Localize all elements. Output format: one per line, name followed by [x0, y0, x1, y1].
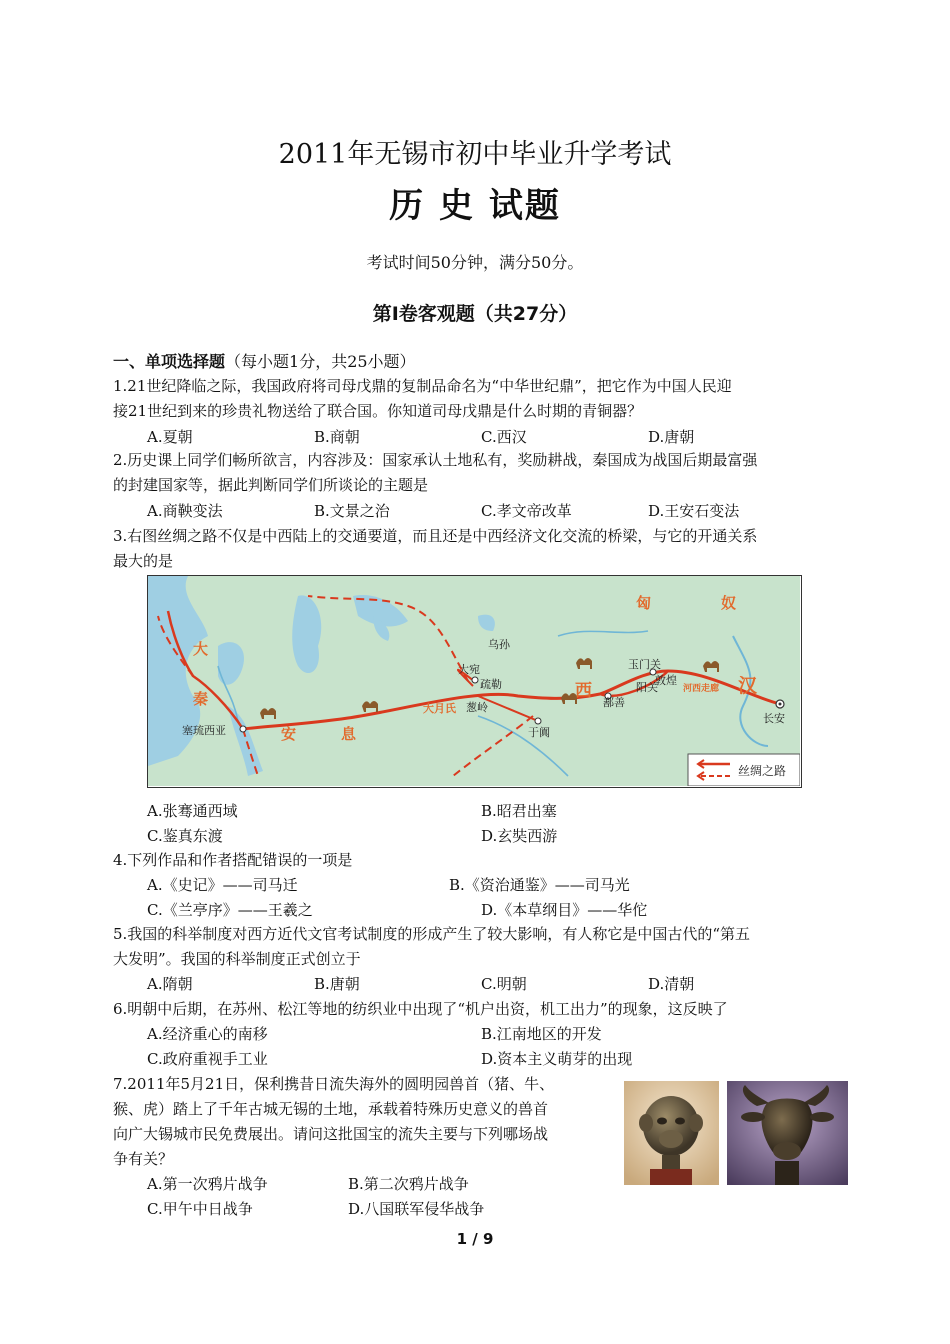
question-7-line-2: 猴、虎）踏上了千年古城无锡的土地，承载着特殊历史意义的兽首 — [113, 1100, 549, 1118]
ox-head-photo — [727, 1081, 848, 1185]
q1-option-b: B.商朝 — [314, 428, 360, 446]
map-label-yangguan: 阳关 — [636, 681, 658, 694]
question-1-line-2: 接21世纪到来的珍贵礼物送给了联合国。你知道司母戊鼎是什么时期的青铜器？ — [113, 402, 643, 420]
q4-option-a: A.《史记》——司马迁 — [147, 876, 298, 894]
silk-road-map — [147, 575, 802, 788]
section-heading — [113, 349, 416, 372]
question-7-line-1: 7.2011年5月21日，保利携昔日流失海外的圆明园兽首（猪、牛、 — [113, 1075, 555, 1093]
exam-title: 2011年无锡市初中毕业升学考试 — [278, 139, 672, 170]
q1-option-a: A.夏朝 — [147, 428, 193, 446]
question-7-line-3: 向广大锡城市民免费展出。请问这批国宝的流失主要与下列哪场战 — [113, 1125, 549, 1143]
q7-option-c: C.甲午中日战争 — [147, 1200, 253, 1218]
dayuan-marker — [472, 677, 478, 683]
map-label-qin: 秦 — [193, 690, 209, 708]
question-5-line-2: 大发明”。我国的科举制度正式创立于 — [113, 950, 361, 968]
q5-option-b: B.唐朝 — [314, 975, 360, 993]
question-2-line-1: 2.历史课上同学们畅所欲言，内容涉及：国家承认土地私有，奖励耕战，秦国成为战国后期最富强 — [113, 451, 758, 469]
q7-option-a: A.第一次鸦片战争 — [147, 1175, 268, 1193]
monkey-head-photo — [624, 1081, 719, 1185]
map-label-xiongnu-2: 奴 — [721, 594, 737, 612]
q1-option-c: C.西汉 — [481, 428, 527, 446]
q2-option-d: D.王安石变法 — [648, 502, 740, 520]
q3-option-c: C.鉴真东渡 — [147, 827, 223, 845]
question-4-line-1: 4.下列作品和作者搭配错误的一项是 — [113, 851, 353, 869]
map-label-wusun: 乌孙 — [488, 638, 510, 651]
question-7-line-4: 争有关？ — [113, 1150, 174, 1168]
q7-option-b: B.第二次鸦片战争 — [348, 1175, 469, 1193]
question-3-line-2: 最大的是 — [113, 552, 174, 570]
map-legend — [688, 754, 800, 786]
q1-option-d: D.唐朝 — [648, 428, 695, 446]
q4-option-c: C.《兰亭序》——王羲之 — [147, 901, 313, 919]
q6-option-d: D.资本主义萌芽的出现 — [481, 1050, 633, 1068]
q7-option-d: D.八国联军侵华战争 — [348, 1200, 485, 1218]
map-label-dayuezhi: 大月氏 — [423, 702, 456, 715]
q2-option-a: A.商鞅变法 — [147, 502, 223, 520]
map-label-an: 安 — [281, 725, 297, 743]
q3-option-a: A.张骞通西域 — [147, 802, 238, 820]
map-label-chang-an: 长安 — [763, 712, 785, 725]
q4-option-d: D.《本草纲目》——华佗 — [481, 901, 648, 919]
map-label-hexi: 河西走廊 — [683, 684, 720, 694]
map-label-da: 大 — [193, 640, 209, 658]
q6-option-b: B.江南地区的开发 — [481, 1025, 602, 1043]
section-note: （每小题1分，共25小题） — [225, 352, 416, 371]
q3-option-b: B.昭君出塞 — [481, 802, 557, 820]
map-label-xiongnu-1: 匈 — [636, 594, 652, 612]
question-3-line-1: 3.右图丝绸之路不仅是中西陆上的交通要道，而且还是中西经济文化交流的桥梁，与它的开通关系 — [113, 527, 758, 545]
page-number: 1 / 9 — [456, 1230, 494, 1248]
map-label-shule: 疏勒 — [480, 678, 502, 691]
map-label-shanshan: 鄯善 — [603, 696, 625, 709]
map-label-seleucia: 塞琉西亚 — [182, 724, 226, 737]
legend-label: 丝绸之路 — [738, 764, 787, 778]
section-label: 一、单项选择题 — [113, 352, 226, 371]
map-label-xi2: 息 — [341, 725, 357, 743]
map-label-yumenguan: 玉门关 — [628, 658, 661, 671]
q3-option-d: D.玄奘西游 — [481, 827, 558, 845]
q5-option-d: D.清朝 — [648, 975, 695, 993]
part-title: 第Ⅰ卷客观题（共27分） — [372, 303, 578, 325]
q6-option-c: C.政府重视手工业 — [147, 1050, 268, 1068]
q6-option-a: A.经济重心的南移 — [147, 1025, 268, 1043]
map-label-dunhuang: 敦煌 — [655, 674, 677, 687]
yutian-marker — [535, 718, 541, 724]
question-1-line-1: 1.21世纪降临之际，我国政府将司母戊鼎的复制品命名为“中华世纪鼎”，把它作为中国人民迎 — [113, 377, 732, 395]
caspian-sea-shape — [292, 595, 321, 673]
q5-option-c: C.明朝 — [481, 975, 527, 993]
question-2-line-2: 的封建国家等，据此判断同学们所谈论的主题是 — [113, 476, 429, 494]
question-5-line-1: 5.我国的科举制度对西方近代文官考试制度的形成产生了较大影响，有人称它是中国古代的“第五 — [113, 925, 750, 943]
map-label-xi: 西 — [575, 681, 592, 701]
time-note: 考试时间50分钟，满分50分。 — [366, 253, 584, 272]
map-label-yutian: 于阗 — [528, 726, 550, 739]
map-label-han: 汉 — [738, 675, 758, 697]
seleucia-marker — [240, 726, 246, 732]
q2-option-c: C.孝文帝改革 — [481, 502, 572, 520]
q4-option-b: B.《资治通鉴》——司马光 — [449, 876, 630, 894]
map-label-congling: 葱岭 — [466, 701, 488, 714]
map-label-dayuan: 大宛 — [458, 663, 480, 676]
question-6-line-1: 6.明朝中后期，在苏州、松江等地的纺织业中出现了“机户出资，机工出力”的现象，这反映了 — [113, 1000, 728, 1018]
q5-option-a: A.隋朝 — [147, 975, 193, 993]
subject-title: 历 史 试题 — [389, 186, 561, 226]
q2-option-b: B.文景之治 — [314, 502, 390, 520]
